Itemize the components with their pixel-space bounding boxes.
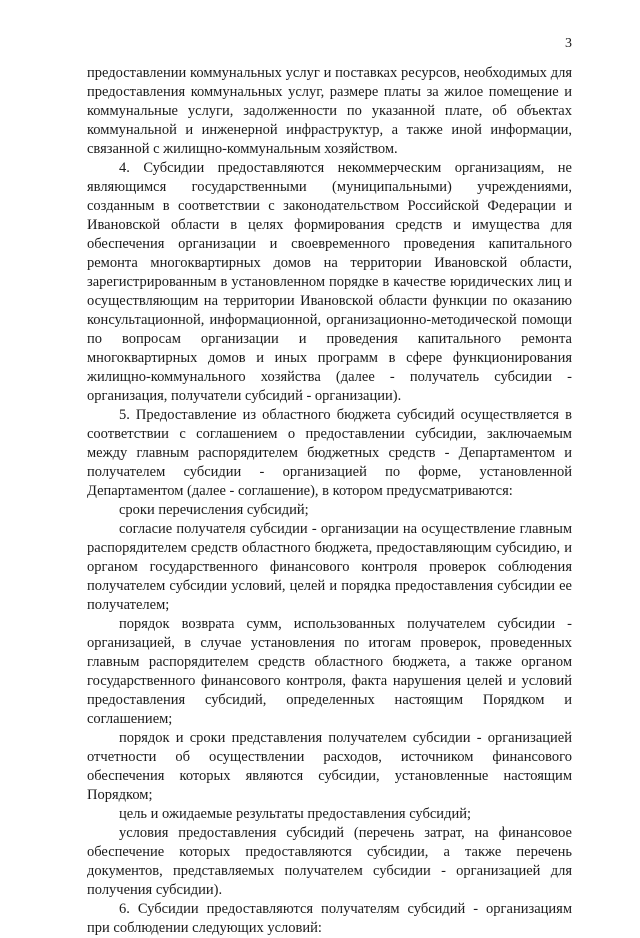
paragraph: предоставлении коммунальных услуг и поставках ресурсов, необходимых для предоставления коммунальных услуг, размере платы за жилое помещение и коммунальные услуги, задолженности по указанной плате, об объектах коммунальной и инженерной инфраструктур, а также иной информации, связанной с жилищно-коммунальным хозяйством. — [87, 65, 572, 157]
paragraph: 6. Субсидии предоставляются получателям субсидий - организациям при соблюдении следующих условий: — [87, 901, 572, 936]
page-number: 3 — [565, 36, 572, 51]
document-body — [87, 64, 572, 938]
paragraph: 4. Субсидии предоставляются некоммерческим организациям, не являющимся государственными (муниципальными) учреждениями, созданным в соответствии с законодательством Российской Федерации и Ивановской области в целях формирования средств и имущества для обеспечения организации и своевременного проведения капитального ремонта многоквартирных домов на территории Ивановской области, зарегистрированным в установленном порядке в качестве юридических лиц и осуществляющим на территории Ивановской области функции по оказанию консультационной, информационной, организационно-методической помощи по вопросам организации и проведения капитального ремонта многоквартирных домов и иных программ в сфере функционирования жилищно-коммунального хозяйства (далее - получатель субсидии - организация, получатели субсидий - организации). — [87, 160, 572, 404]
paragraph: согласие получателя субсидии - организации на осуществление главным распорядителем средств областного бюджета, предоставляющим субсидию, и органом государственного финансового контроля проверок соблюдения получателем субсидии условий, целей и порядка предоставления субсидии ее получателем; — [87, 521, 572, 613]
paragraph: цель и ожидаемые результаты предоставления субсидий; — [119, 806, 471, 822]
paragraph: сроки перечисления субсидий; — [119, 502, 309, 518]
paragraph: условия предоставления субсидий (перечень затрат, на финансовое обеспечение которых предоставляются субсидии, а также перечень документов, представляемых получателем субсидии - организацией для получения субсидии). — [87, 825, 572, 898]
paragraph: 5. Предоставление из областного бюджета субсидий осуществляется в соответствии с соглашением о предоставлении субсидии, заключаемым между главным распорядителем бюджетных средств - Департаментом и получателем субсидии - организацией по форме, установленной Департаментом (далее - соглашение), в котором предусматриваются: — [87, 407, 572, 499]
paragraph: порядок и сроки представления получателем субсидии - организацией отчетности об осуществлении расходов, источником финансового обеспечения которых являются субсидии, установленные настоящим Порядком; — [87, 730, 572, 803]
paragraph: порядок возврата сумм, использованных получателем субсидии - организацией, в случае установления по итогам проверок, проведенных главным распорядителем средств областного бюджета, а также органом государственного финансового контроля, факта нарушения целей и условий предоставления субсидий, определенных настоящим Порядком и соглашением; — [87, 616, 572, 727]
